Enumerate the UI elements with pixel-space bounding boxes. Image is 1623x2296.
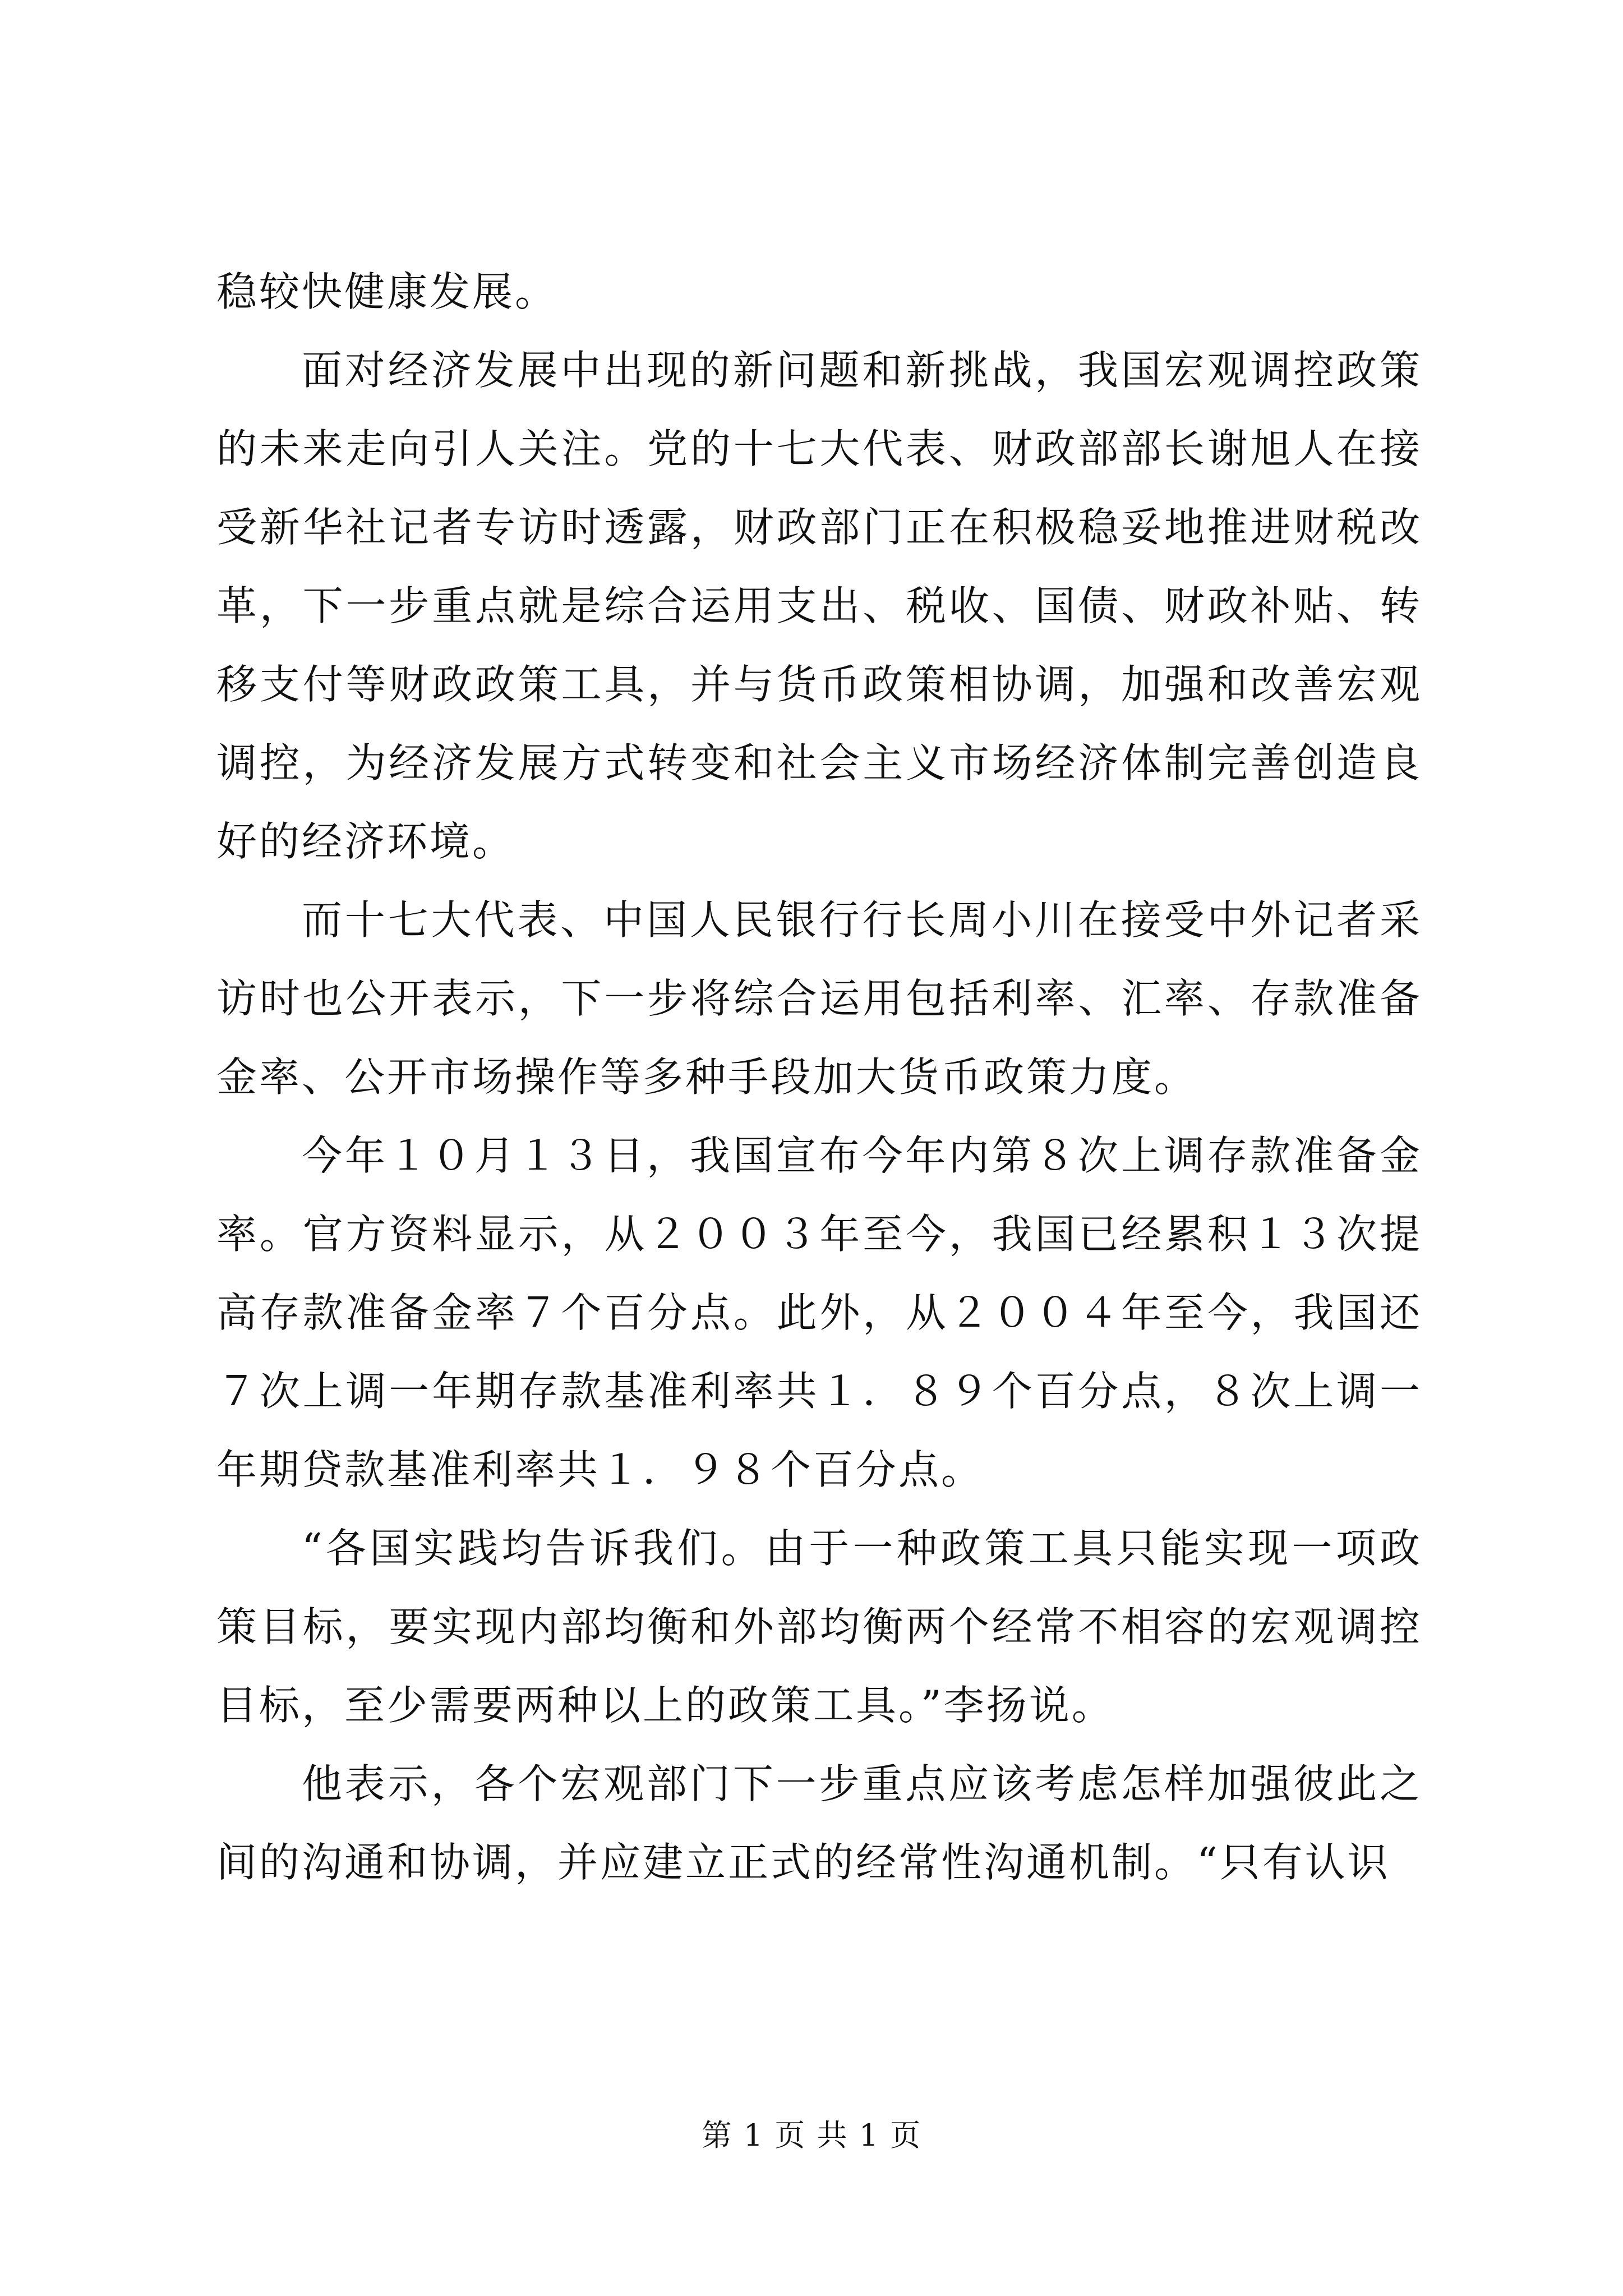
paragraph: 今年１０月１３日，我国宣布今年内第８次上调存款准备金率。官方资料显示，从２００３年至今，我国已经累积１３次提高存款准备金率７个百分点。此外，从２００４年至今，我国还７次上调一年期存款基准利率共１．８９个百分点，８次上调一年期贷款基准利率共１．９８个百分点。 <box>216 1132 1422 1493</box>
paragraph: 面对经济发展中出现的新问题和新挑战，我国宏观调控政策的未来走向引人关注。党的十七大代表、财政部部长谢旭人在接受新华社记者专访时透露，财政部门正在积极稳妥地推进财税改革，下一步重点就是综合运用支出、税收、国债、财政补贴、转移支付等财政政策工具，并与货币政策相协调，加强和改善宏观调控，为经济发展方式转变和社会主义市场经济体制完善创造良好的经济环境。 <box>216 347 1422 865</box>
paragraph: 他表示，各个宏观部门下一步重点应该考虑怎样加强彼此之间的沟通和协调，并应建立正式的经常性沟通机制。“只有认识 <box>216 1760 1422 1886</box>
page-footer: 第 1 页 共 1 页 <box>701 2118 922 2153</box>
document-body <box>216 252 1422 1902</box>
paragraph: 稳较快健康发展。 <box>216 268 558 315</box>
paragraph: 而十七大代表、中国人民银行行长周小川在接受中外记者采访时也公开表示，下一步将综合运用包括利率、汇率、存款准备金率、公开市场操作等多种手段加大货币政策力度。 <box>216 896 1422 1101</box>
paragraph: “各国实践均告诉我们。由于一种政策工具只能实现一项政策目标，要实现内部均衡和外部均衡两个经常不相容的宏观调控目标，至少需要两种以上的政策工具。”李扬说。 <box>216 1525 1422 1729</box>
